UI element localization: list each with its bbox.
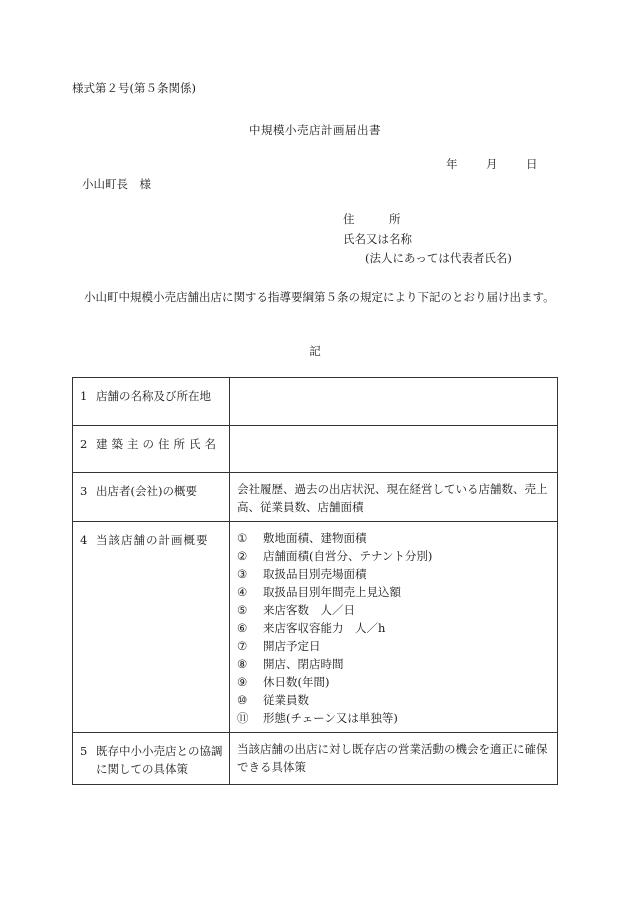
row-number: 3 <box>80 484 88 498</box>
row-label-text: 既存中小小売店との協調に関しての具体策 <box>96 744 223 776</box>
form-number: 様式第２号(第５条関係) <box>72 81 196 95</box>
table-row <box>73 426 558 473</box>
list-item <box>237 601 553 619</box>
name-label: 氏名又は名称 <box>343 232 412 246</box>
item-mark: ① <box>237 531 248 545</box>
item-text: 来店客数 人／日 <box>263 603 355 617</box>
row-label-text: 出店者(会社)の概要 <box>96 484 197 498</box>
item-mark: ② <box>237 549 248 563</box>
item-mark: ④ <box>237 585 248 599</box>
row-content: 当該店舗の出店に対し既存店の営業活動の機会を適正に確保できる具体策 <box>230 733 558 785</box>
item-mark: ⑤ <box>237 603 248 617</box>
row-number: 2 <box>80 437 88 451</box>
list-item <box>237 637 553 655</box>
list-item <box>237 709 553 727</box>
row-label <box>73 426 230 473</box>
row-number: 4 <box>80 533 88 547</box>
item-text: 取扱品目別売場面積 <box>263 567 367 581</box>
date-year: 年 <box>446 157 458 171</box>
address-label: 住 所 <box>343 212 401 226</box>
item-mark: ③ <box>237 567 248 581</box>
row-number: 1 <box>80 389 88 403</box>
row-content <box>230 378 558 426</box>
date-month: 月 <box>486 157 498 171</box>
list-item <box>237 673 553 691</box>
item-text: 休日数(年間) <box>263 675 330 689</box>
row-label-text: 当該店舗の計画概要 <box>96 533 209 547</box>
item-text: 店舗面積(自営分、テナント分別) <box>263 549 433 563</box>
item-mark: ⑥ <box>237 621 248 635</box>
table-row <box>73 733 558 785</box>
plan-table <box>72 377 558 785</box>
item-text: 来店客収容能力 人／h <box>263 621 386 635</box>
ki-heading: 記 <box>309 344 321 358</box>
item-mark: ⑧ <box>237 657 248 671</box>
item-mark: ⑪ <box>237 711 249 725</box>
item-mark: ⑦ <box>237 639 248 653</box>
document-title: 中規模小売店計画届出書 <box>249 123 381 137</box>
body-text: 小山町中規模小売店舗出店に関する指導要綱第５条の規定により下記のとおり届け出ます。 <box>84 290 555 304</box>
table-row <box>73 473 558 522</box>
row-label <box>73 473 230 522</box>
list-item <box>237 583 553 601</box>
plan-items <box>230 522 558 733</box>
row-label-text: 建築主の住所氏名 <box>96 437 220 451</box>
item-text: 開店予定日 <box>263 639 321 653</box>
addressee: 小山町長 様 <box>82 177 151 191</box>
table-row <box>73 378 558 426</box>
item-text: 敷地面積、建物面積 <box>263 531 367 545</box>
row-number: 5 <box>80 744 88 758</box>
date-day: 日 <box>526 157 538 171</box>
table-row <box>73 522 558 733</box>
row-label-text: 店舗の名称及び所在地 <box>96 389 211 403</box>
item-text: 取扱品目別年間売上見込額 <box>263 585 401 599</box>
row-label <box>73 378 230 426</box>
item-text: 形態(チェーン又は単独等) <box>263 711 398 725</box>
row-content <box>230 426 558 473</box>
date-line <box>446 156 538 172</box>
item-text: 開店、閉店時間 <box>263 657 344 671</box>
item-mark: ⑨ <box>237 675 248 689</box>
list-item <box>237 691 553 709</box>
list-item <box>237 565 553 583</box>
corporation-note: (法人にあっては代表者氏名) <box>365 251 512 265</box>
row-content: 会社履歴、過去の出店状況、現在経営している店舗数、売上高、従業員数、店舗面積 <box>230 473 558 522</box>
item-mark: ⑩ <box>237 693 248 707</box>
list-item <box>237 619 553 637</box>
row-label <box>73 522 230 733</box>
list-item <box>237 655 553 673</box>
list-item <box>237 547 553 565</box>
row-label <box>73 733 230 785</box>
list-item <box>237 529 553 547</box>
item-text: 従業員数 <box>263 693 309 707</box>
